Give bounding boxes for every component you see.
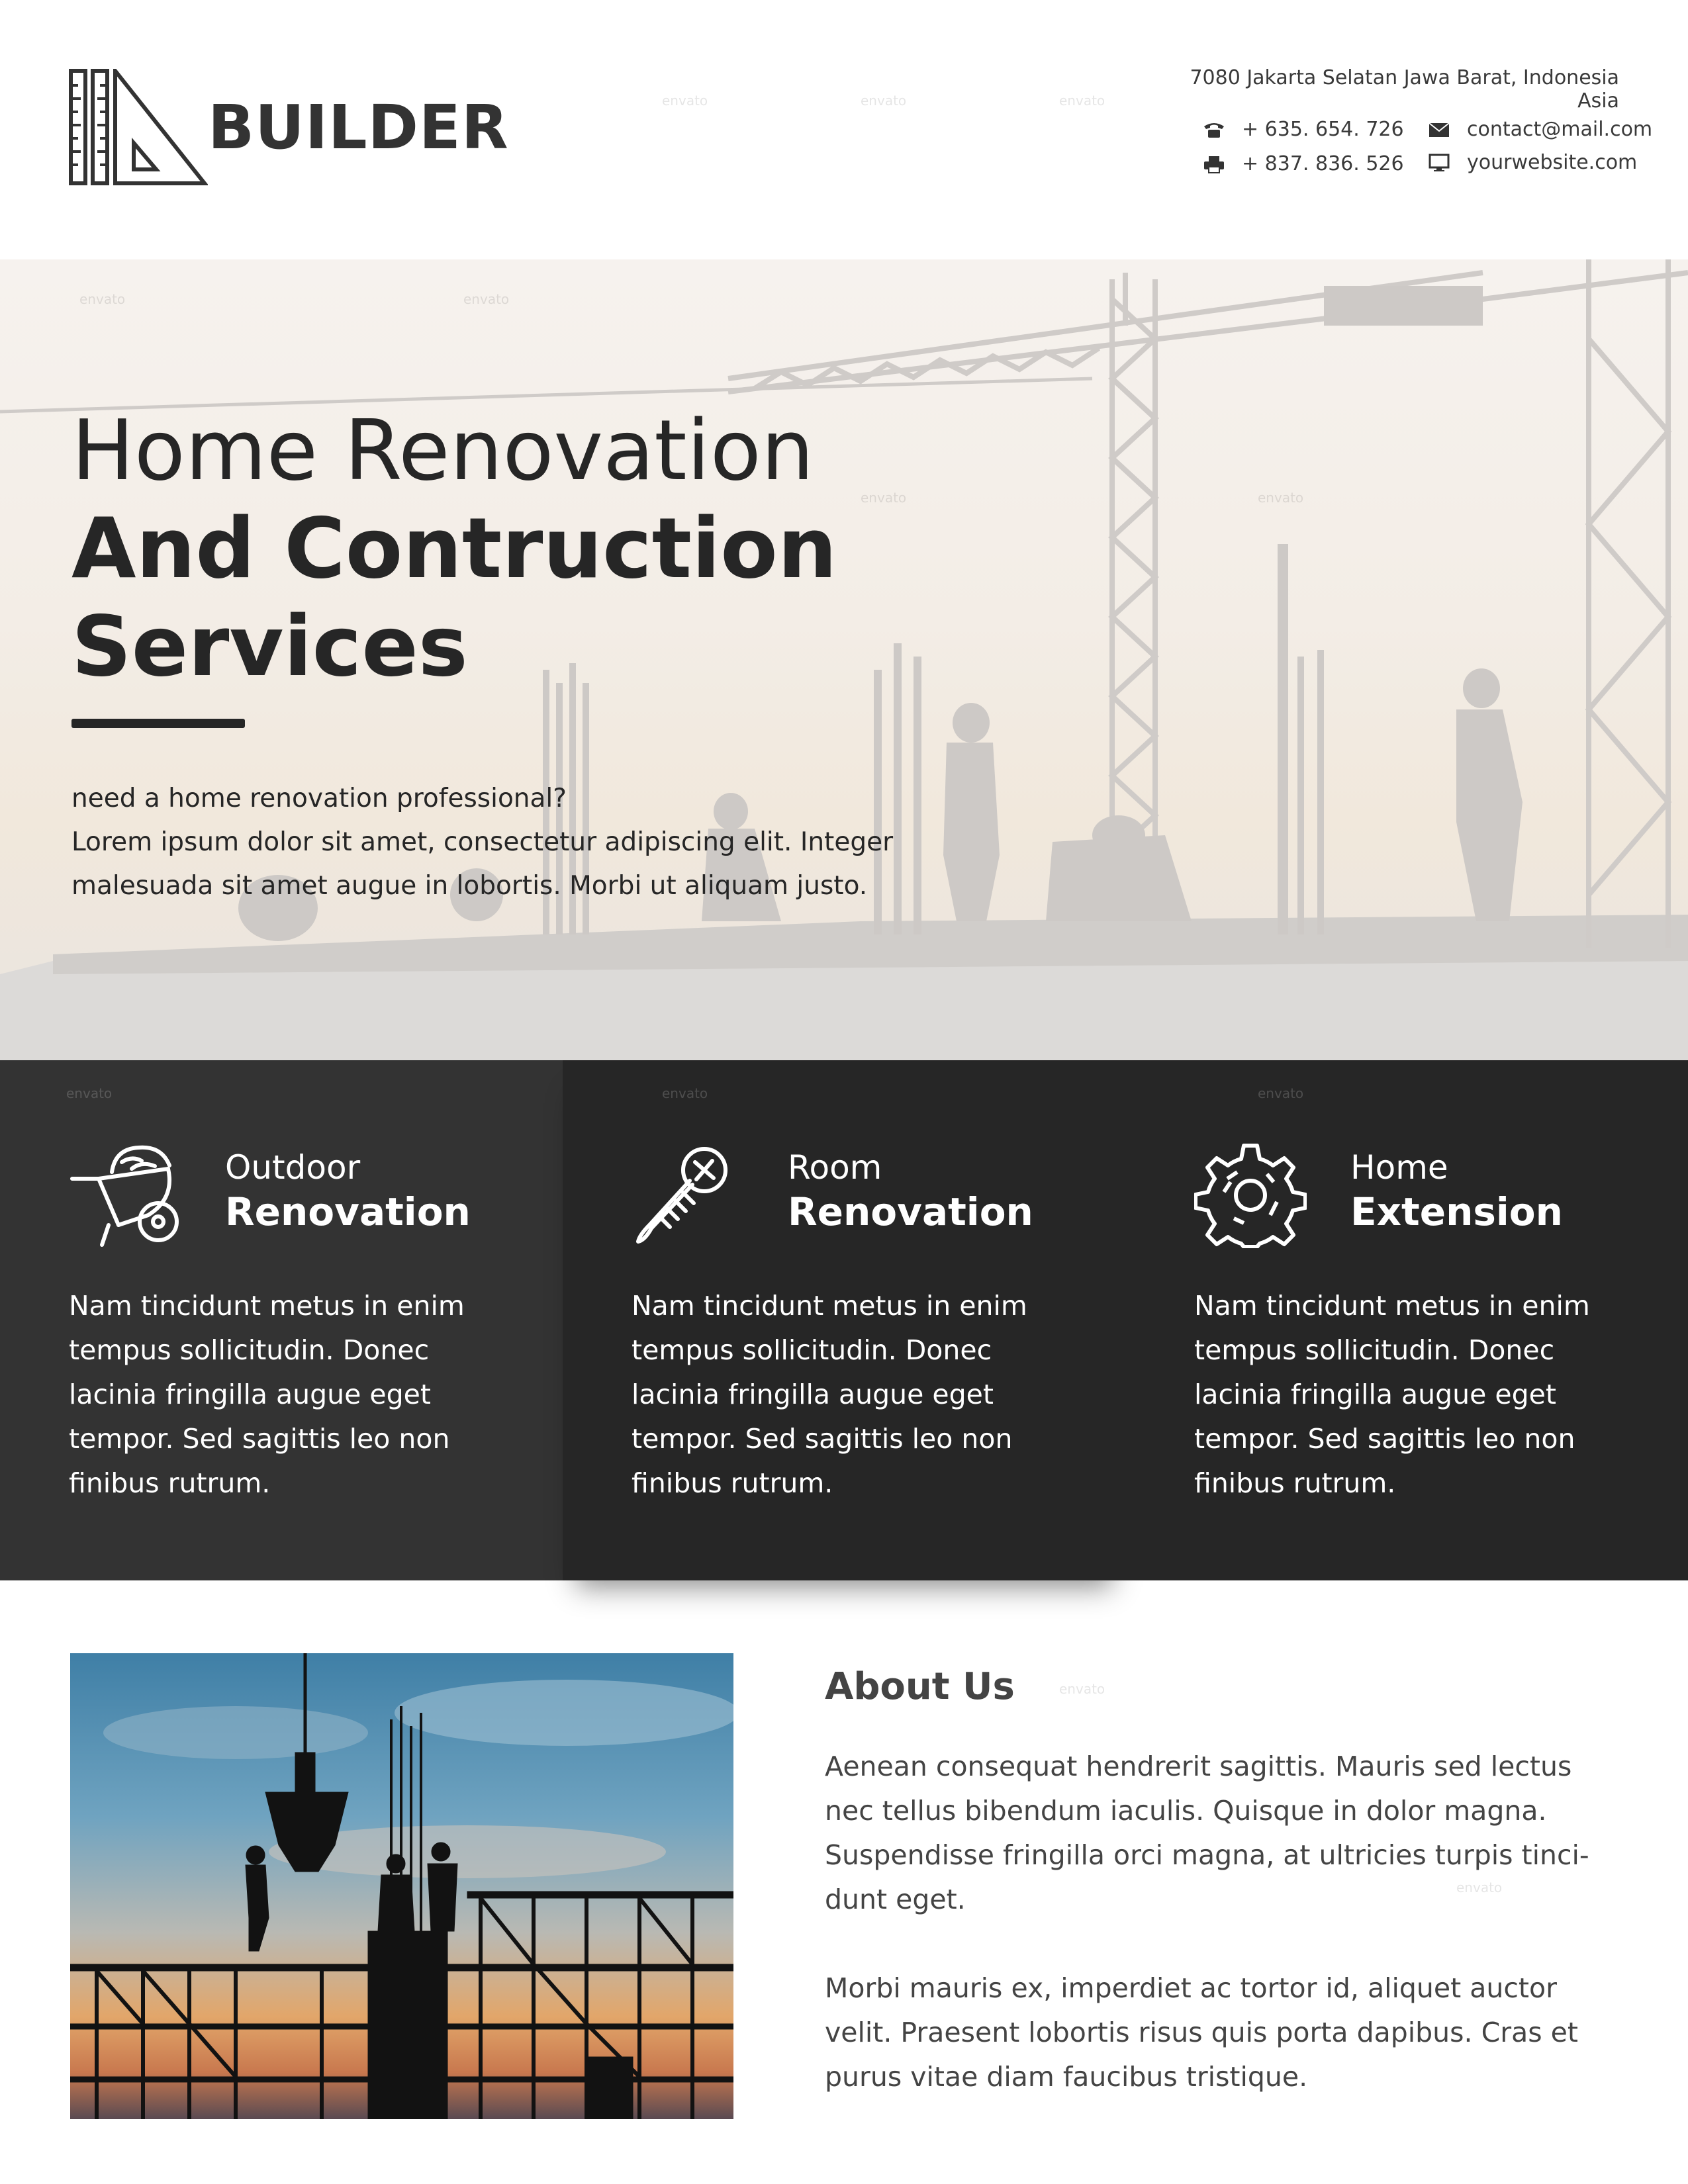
- watermark: envato: [1059, 93, 1105, 109]
- watermark: envato: [662, 1085, 708, 1101]
- about-body: [825, 1745, 1619, 2144]
- service-title-top: Home: [1350, 1148, 1448, 1187]
- service-heading: [788, 1146, 1033, 1235]
- service-description: Nam tincidunt metus in enim tempus sollicitudin. Donec lacinia fringilla augue eget tempor. Sed sagittis leo non finibus rutrum.: [632, 1290, 1027, 1499]
- watermark: envato: [1258, 1085, 1304, 1101]
- watermark: envato: [861, 93, 907, 109]
- wheelbarrow-icon: [69, 1142, 181, 1248]
- hero-banner: [0, 259, 1688, 1060]
- phone-icon: [1202, 120, 1226, 140]
- watermark: envato: [861, 490, 907, 506]
- watermark: envato: [662, 93, 708, 109]
- watermark: envato: [79, 291, 126, 307]
- hero-subtitle-line2: Lorem ipsum dolor sit amet, consectetur adipiscing elit. Integer: [71, 827, 894, 857]
- website-link[interactable]: yourwebsite.com: [1467, 151, 1638, 174]
- contact-block: [1156, 66, 1653, 175]
- about-photo: [70, 1653, 733, 2119]
- watermark: envato: [463, 291, 510, 307]
- watermark: envato: [66, 1085, 113, 1101]
- about-title: About Us: [825, 1665, 1015, 1708]
- envelope-icon: [1427, 120, 1451, 140]
- brand-name: BUILDER: [208, 91, 509, 163]
- hero-title-line1: Home Renovation: [71, 402, 814, 499]
- website-row: [1427, 151, 1637, 174]
- about-paragraph-1: Aenean consequat hendrerit sagittis. Mauris sed lectus nec tellus bibendum iaculis. Quisque in dolor magna. Suspendisse fringilla orci magna, at ultricies turpis tinci-dunt eget.: [825, 1751, 1589, 1915]
- service-title-top: Outdoor: [225, 1148, 361, 1187]
- service-title-bottom: Extension: [1350, 1189, 1563, 1234]
- service-description: Nam tincidunt metus in enim tempus sollicitudin. Donec lacinia fringilla augue eget tempor. Sed sagittis leo non finibus rutrum.: [1194, 1290, 1590, 1499]
- service-card-home-extension: [1125, 1060, 1688, 1580]
- watermark: envato: [1456, 1880, 1503, 1895]
- watermark: envato: [1258, 490, 1304, 506]
- service-heading: [1350, 1146, 1563, 1235]
- address: 7080 Jakarta Selatan Jawa Barat, Indonesia Asia: [1190, 66, 1619, 113]
- service-card-room-renovation: [563, 1060, 1125, 1580]
- hero-title: [71, 402, 998, 696]
- services-section: [0, 1060, 1688, 1580]
- hero-title-line2: And Contruction: [71, 500, 837, 597]
- service-title-bottom: Renovation: [788, 1189, 1033, 1234]
- monitor-icon: [1427, 153, 1451, 173]
- screw-icon: [632, 1142, 744, 1248]
- service-title-bottom: Renovation: [225, 1189, 471, 1234]
- title-underline: [71, 719, 245, 728]
- email-link[interactable]: contact@mail.com: [1467, 118, 1653, 141]
- service-heading: [225, 1146, 471, 1235]
- hero-subtitle-line1: need a home renovation professional?: [71, 784, 567, 813]
- service-description: Nam tincidunt metus in enim tempus sollicitudin. Donec lacinia fringilla augue eget tempor. Sed sagittis leo non finibus rutrum.: [69, 1290, 465, 1499]
- hero-subtitle-line3: malesuada sit amet augue in lobortis. Morbi ut aliquam justo.: [71, 871, 868, 901]
- printer-icon: [1202, 154, 1226, 174]
- fax-number: + 837. 836. 526: [1242, 152, 1404, 175]
- sunset-construction-photo: [70, 1653, 733, 2119]
- phone-number: + 635. 654. 726: [1242, 118, 1404, 141]
- fax-row: [1202, 152, 1404, 175]
- service-card-outdoor-renovation: [0, 1060, 563, 1580]
- service-title-top: Room: [788, 1148, 882, 1187]
- phone-row: [1202, 118, 1404, 141]
- about-paragraph-2: Morbi mauris ex, imperdiet ac tortor id, aliquet auctor velit. Praesent lobortis risus quis porta dapibus. Cras et purus vitae diam faucibus tristique.: [825, 1972, 1578, 2093]
- logo: [69, 69, 509, 185]
- ruler-triangle-logo-icon: [69, 69, 208, 185]
- hero-subtitle: [71, 777, 1011, 908]
- gear-icon: [1194, 1142, 1307, 1248]
- watermark: envato: [1059, 1681, 1105, 1697]
- email-row: [1427, 118, 1652, 141]
- header: [0, 0, 1688, 259]
- hero-title-line3: Services: [71, 598, 468, 695]
